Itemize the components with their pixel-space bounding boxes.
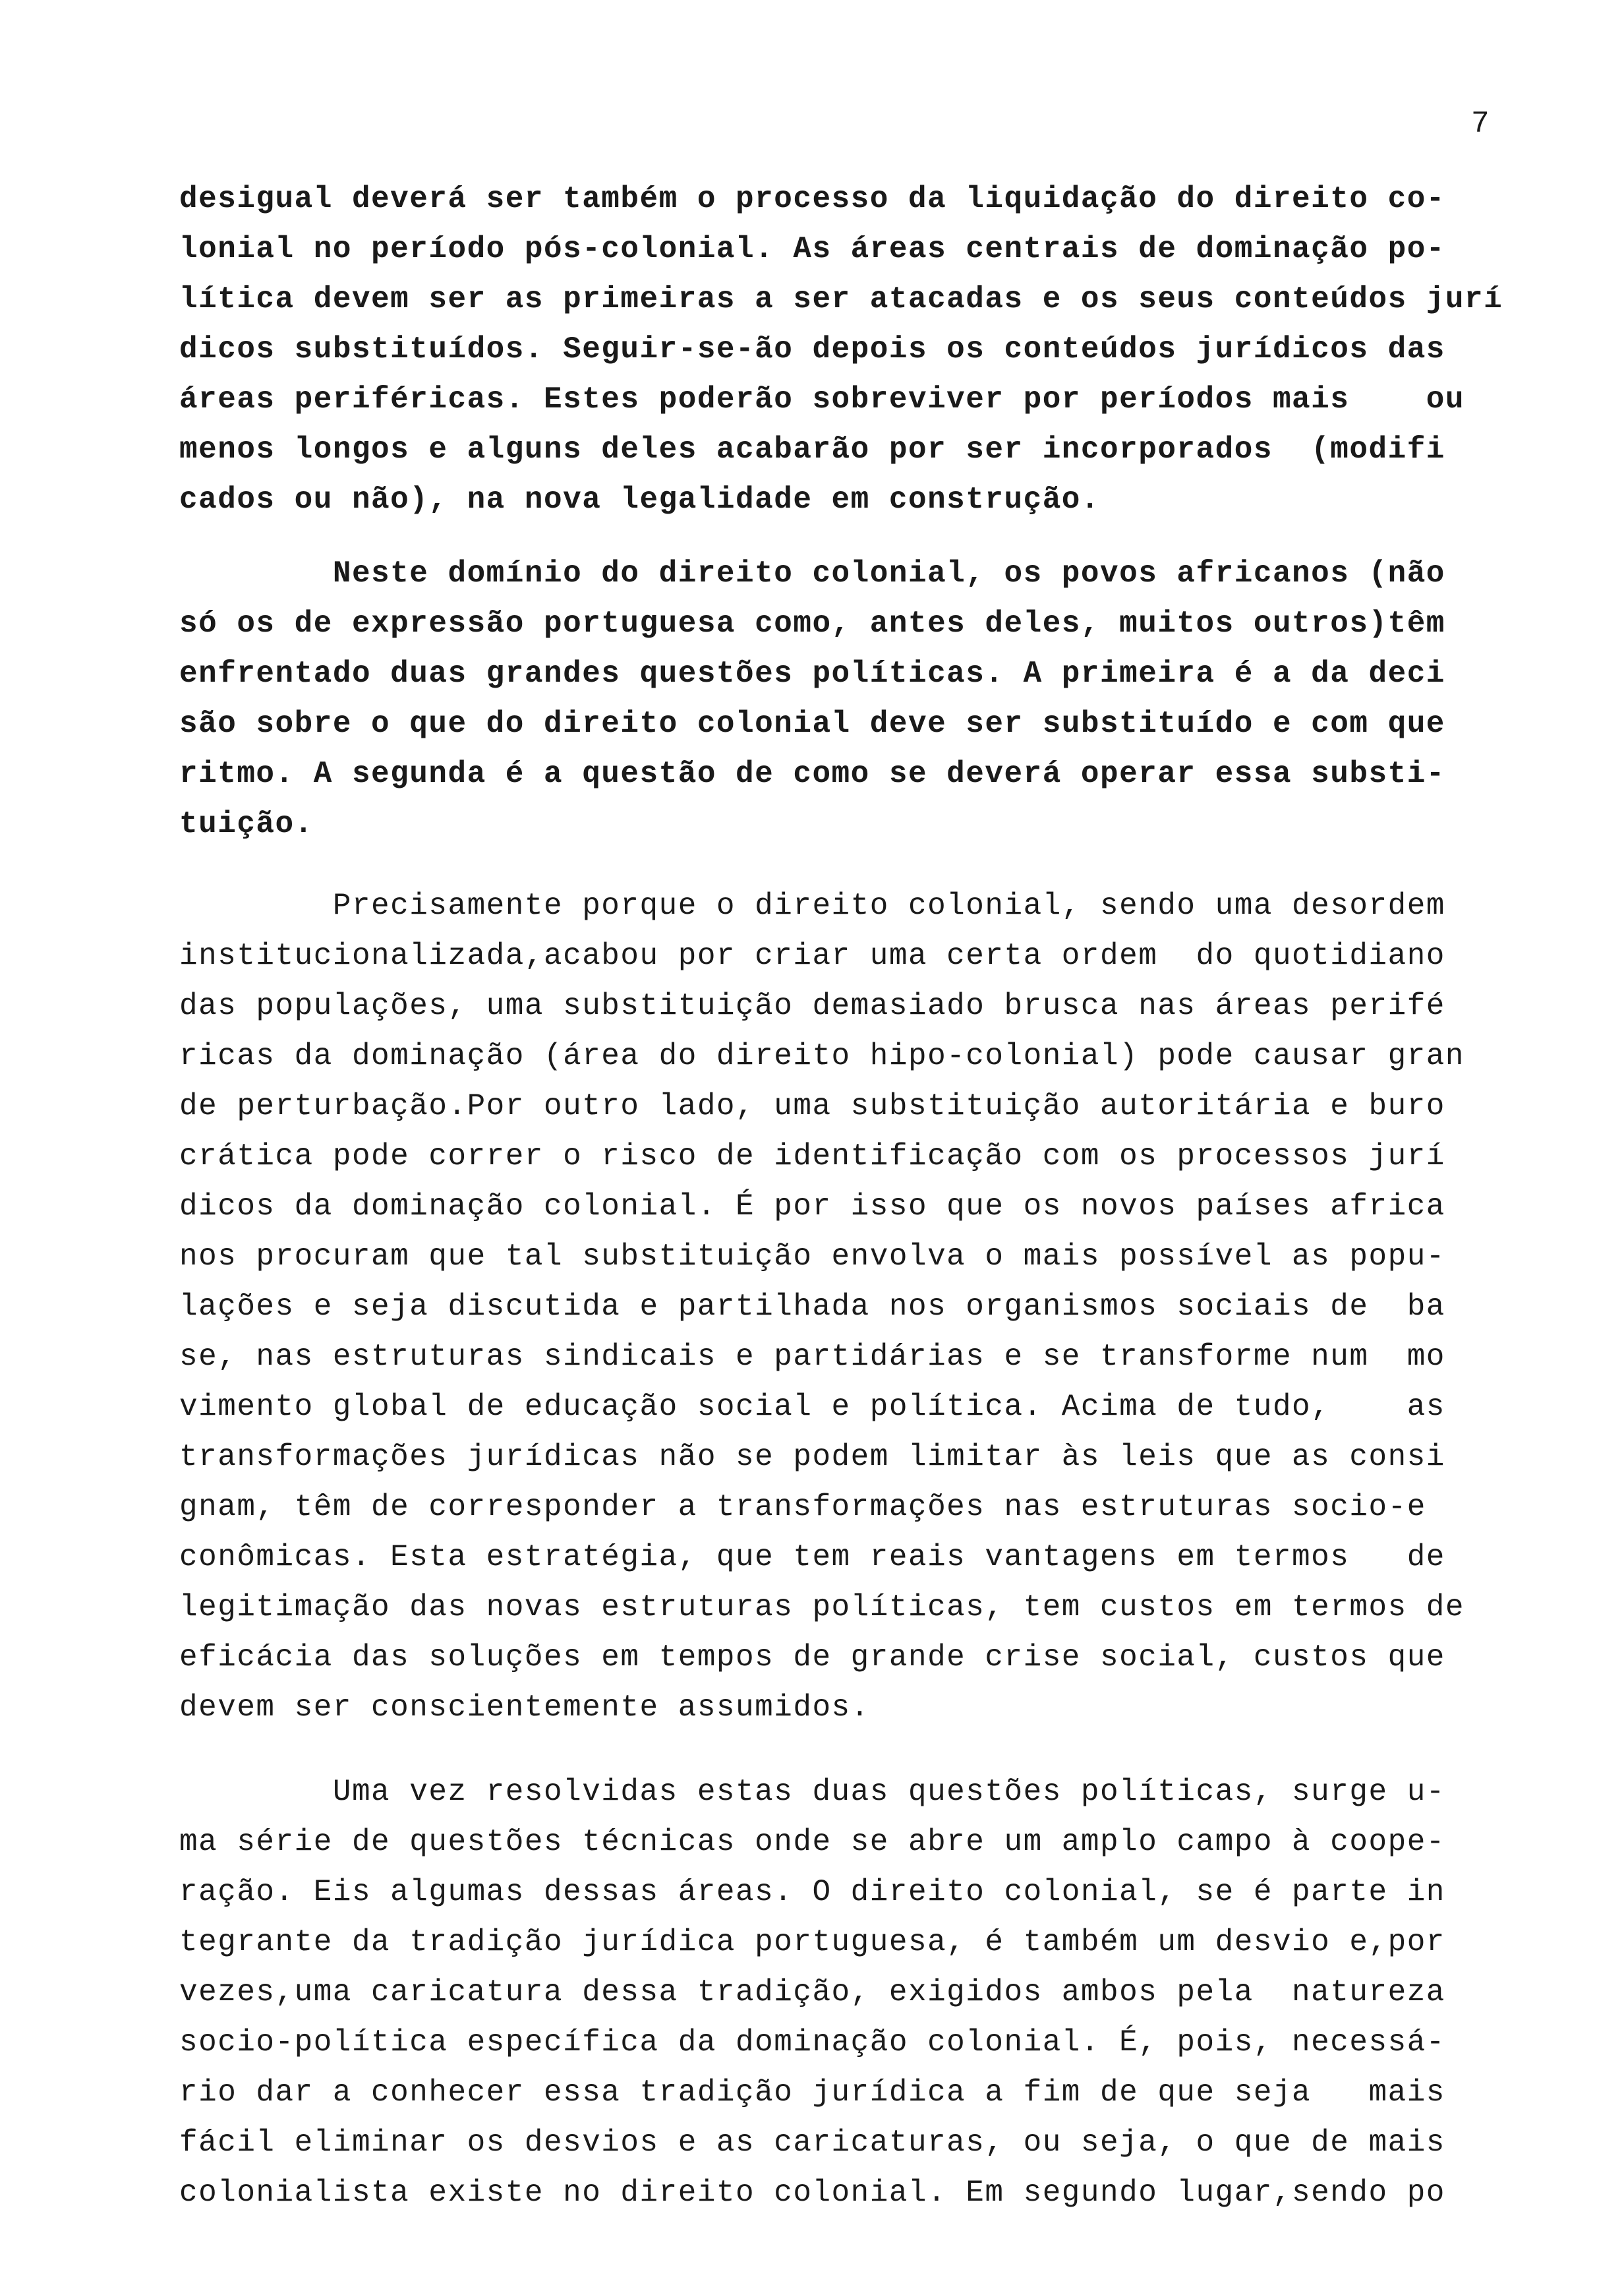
text-line: só os de expressão portuguesa como, antes deles, muitos outros)têm [179, 607, 1445, 641]
text-line: dicos da dominação colonial. É por isso que os novos países africa [179, 1189, 1445, 1224]
text-line: dicos substituídos. Seguir-se-ão depois os conteúdos jurídicos das [179, 332, 1445, 367]
text-line: vimento global de educação social e política. Acima de tudo, as [179, 1390, 1445, 1424]
text-line: menos longos e alguns deles acabarão por ser incorporados (modifi [179, 432, 1445, 467]
text-line: cados ou não), na nova legalidade em construção. [179, 483, 1101, 517]
text-line: ração. Eis algumas dessas áreas. O direito colonial, se é parte in [179, 1875, 1445, 1909]
text-line: rio dar a conhecer essa tradição jurídica a fim de que seja mais [179, 2075, 1445, 2110]
text-line: vezes,uma caricatura dessa tradição, exigidos ambos pela natureza [179, 1975, 1445, 2009]
page-number: 7 [1471, 107, 1490, 141]
text-line: Neste domínio do direito colonial, os povos africanos (não [179, 556, 1445, 591]
text-line: tegrante da tradição jurídica portuguesa, é também um desvio e,por [179, 1925, 1445, 1959]
text-line: das populações, uma substituição demasiado brusca nas áreas perifé [179, 989, 1445, 1023]
text-line: são sobre o que do direito colonial deve ser substituído e com que [179, 707, 1445, 741]
paragraph-3 [179, 881, 1513, 1733]
text-line: lações e seja discutida e partilhada nos organismos sociais de ba [179, 1290, 1445, 1324]
text-line: enfrentado duas grandes questões políticas. A primeira é a da deci [179, 657, 1445, 691]
text-line: Uma vez resolvidas estas duas questões políticas, surge u- [179, 1775, 1445, 1809]
text-line: legitimação das novas estruturas políticas, tem custos em termos de [179, 1590, 1465, 1624]
text-line: áreas periféricas. Estes poderão sobreviver por períodos mais ou [179, 382, 1465, 417]
text-line: conômicas. Esta estratégia, que tem reais vantagens em termos de [179, 1540, 1445, 1574]
text-line: colonialista existe no direito colonial. Em segundo lugar,sendo po [179, 2176, 1445, 2210]
text-line: fácil eliminar os desvios e as caricaturas, ou seja, o que de mais [179, 2126, 1445, 2160]
text-line: ma série de questões técnicas onde se abre um amplo campo à coope- [179, 1825, 1445, 1859]
paragraph-4 [179, 1767, 1513, 2218]
text-line: ritmo. A segunda é a questão de como se deverá operar essa substi- [179, 757, 1445, 791]
text-line: lonial no período pós-colonial. As áreas centrais de dominação po- [179, 232, 1445, 266]
text-line: transformações jurídicas não se podem limitar às leis que as consi [179, 1440, 1445, 1474]
text-line: desigual deverá ser também o processo da liquidação do direito co- [179, 182, 1445, 216]
text-line: tuição. [179, 807, 314, 841]
text-line: socio-política específica da dominação colonial. É, pois, necessá- [179, 2025, 1445, 2060]
paragraph-1 [179, 174, 1513, 525]
text-line: ricas da dominação (área do direito hipo-colonial) pode causar gran [179, 1039, 1465, 1073]
text-line: se, nas estruturas sindicais e partidárias e se transforme num mo [179, 1340, 1445, 1374]
paragraph-2 [179, 549, 1513, 849]
text-line: crática pode correr o risco de identificação com os processos jurí [179, 1139, 1445, 1174]
text-line: eficácia das soluções em tempos de grande crise social, custos que [179, 1640, 1445, 1675]
text-line: devem ser conscientemente assumidos. [179, 1690, 870, 1725]
text-line: lítica devem ser as primeiras a ser atacadas e os seus conteúdos jurí [179, 282, 1503, 316]
text-line: Precisamente porque o direito colonial, sendo uma desordem [179, 889, 1445, 923]
text-line: institucionalizada,acabou por criar uma certa ordem do quotidiano [179, 939, 1445, 973]
text-line: nos procuram que tal substituição envolva o mais possível as popu- [179, 1239, 1445, 1274]
text-line: de perturbação.Por outro lado, uma substituição autoritária e buro [179, 1089, 1445, 1123]
text-line: gnam, têm de corresponder a transformações nas estruturas socio-e [179, 1490, 1426, 1524]
